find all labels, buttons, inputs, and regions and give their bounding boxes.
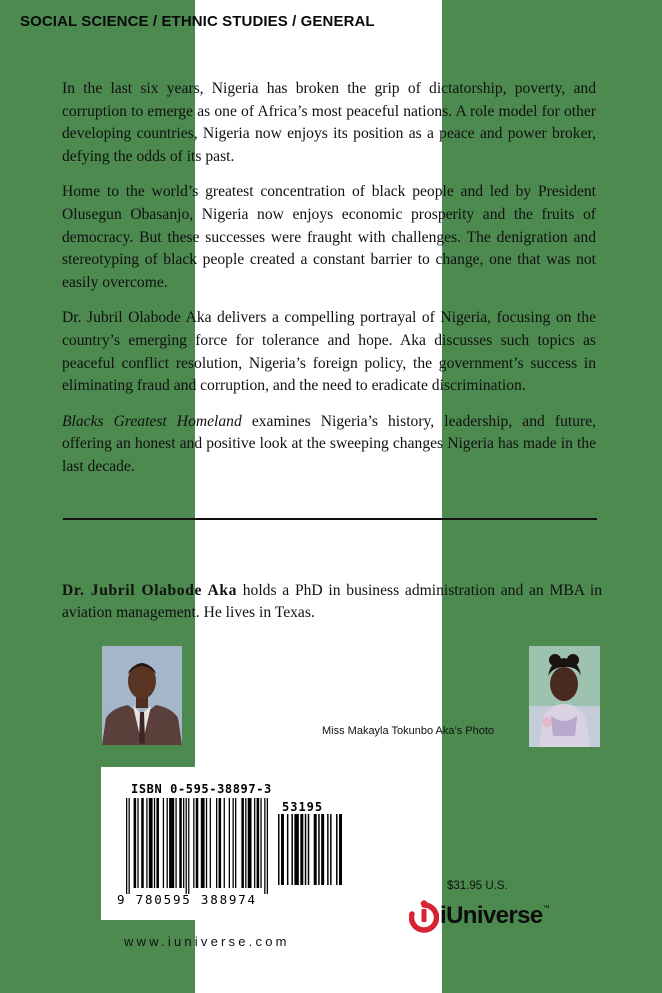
book-description: [62, 78, 596, 492]
description-paragraph: Home to the world’s greatest concentration of black people and led by President Olusegun Obasanjo, Nigeria now enjoys economic prosperity and the fruits of democracy. But these successes were fraught with challenges. The denigration and stereotyping of black people created a constant barrier to change, one that was not easily overcome.: [62, 183, 596, 291]
author-bio-text: holds a PhD in business administration and an MBA in aviation management. He lives in Texas.: [62, 582, 602, 621]
publisher-name: iUniverse™: [440, 902, 550, 929]
price-code: 53195: [282, 800, 324, 814]
ean-barcode: [126, 798, 268, 894]
isbn-label: ISBN 0-595-38897-3: [131, 782, 272, 796]
barcode-panel: [101, 767, 370, 920]
photo-caption: Miss Makayla Tokunbo Aka’s Photo: [322, 725, 495, 737]
description-paragraph: In the last six years, Nigeria has broken the grip of dictatorship, poverty, and corruption to emerge as one of Africa’s most peaceful nations. A role model for other developing countries, Nigeria now enjoys its position as a peace and power broker, defying the odds of its past.: [62, 80, 596, 165]
trademark-symbol: ™: [542, 905, 550, 912]
author-name: Dr. Jubril Olabode Aka: [62, 582, 238, 599]
publisher-website: www.iuniverse.com: [124, 934, 290, 949]
child-photo: [529, 646, 600, 747]
retail-price: $31.95 U.S.: [447, 880, 508, 892]
book-title: Blacks Greatest Homeland: [62, 412, 242, 430]
author-photo: [102, 646, 182, 745]
description-paragraph-closing: [62, 411, 596, 479]
addon-barcode: [278, 814, 342, 891]
iuniverse-logo-icon: [409, 897, 439, 933]
ean-number: 9 780595 388974: [117, 892, 257, 907]
description-paragraph: Dr. Jubril Olabode Aka delivers a compelling portrayal of Nigeria, focusing on the country’s emerging force for tolerance and hope. Aka discusses such topics as peaceful conflict resolution, Nigeria’s foreign policy, the government’s success in eliminating fraud and corruption, and the need to eradicate discrimination.: [62, 309, 596, 395]
closing-text: examines Nigeria’s history, leadership, and future, offering an honest and positive look at the sweeping changes Nigeria has made in the last decade.: [62, 412, 597, 475]
category-heading: SOCIAL SCIENCE / ETHNIC STUDIES / GENERAL: [20, 13, 375, 30]
divider-rule: [63, 518, 597, 520]
publisher-logo: [409, 897, 569, 937]
author-bio: [62, 580, 602, 623]
